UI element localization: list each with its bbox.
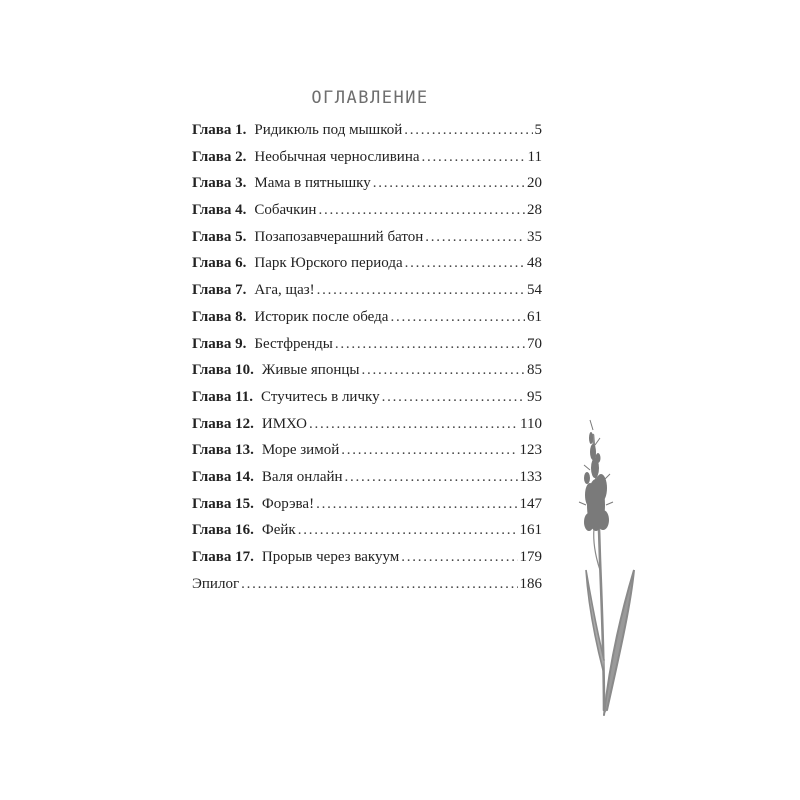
page-number: 20 [527,175,542,192]
page-number: 133 [519,468,542,485]
page-number: 61 [527,308,542,325]
dot-leader [422,149,526,166]
dot-leader [309,416,518,433]
toc-entry [192,309,542,336]
toc-entry [192,549,542,576]
toc-entry [192,389,542,416]
chapter-number: Глава 2. [192,148,247,165]
dot-leader [241,576,517,593]
chapter-number: Глава 10. [192,362,254,379]
dot-leader [382,389,525,406]
toc-entry [192,469,542,496]
chapter-title: Живые японцы [261,362,360,379]
chapter-number: Глава 11. [192,388,254,405]
dot-leader [341,442,517,459]
toc-entry [192,362,542,389]
chapter-number: Глава 7. [192,282,247,299]
chapter-title: Необычная черносливина [254,148,420,165]
chapter-number: Глава 3. [192,175,247,192]
page-number: 28 [527,202,542,219]
chapter-title: Позапозавчерашний батон [254,228,424,245]
chapter-number: Глава 15. [192,495,254,512]
toc-entry [192,496,542,523]
toc-entry [192,416,542,443]
page-number: 70 [527,335,542,352]
chapter-number: Глава 16. [192,522,254,539]
toc-entry [192,149,542,176]
dot-leader [405,255,525,272]
chapter-title: Бестфренды [254,335,333,352]
chapter-title: Эпилог [192,575,240,592]
toc-entry [192,229,542,256]
page-number: 147 [519,495,542,512]
chapter-number: Глава 4. [192,202,247,219]
chapter-title: ИМХО [261,415,307,432]
dot-leader [390,309,525,326]
chapter-title: Ридикюль под мышкой [254,122,403,138]
dot-leader [373,175,525,192]
toc-entry [192,522,542,549]
chapter-number: Глава 1. [192,122,247,138]
chapter-title: Мама в пятнышку [254,175,371,192]
toc-entry [192,336,542,363]
chapter-number: Глава 12. [192,415,254,432]
dot-leader [335,336,525,353]
chapter-title: Парк Юрского периода [254,255,403,272]
toc-entry [192,282,542,309]
page-number: 35 [527,228,542,245]
page-number: 110 [520,415,542,432]
toc-entry [192,442,542,469]
page-number: 54 [527,282,542,299]
table-of-contents [192,122,542,602]
chapter-title: Валя онлайн [261,468,343,485]
dot-leader [318,202,525,219]
chapter-title: Форэва! [261,495,315,512]
page-number: 186 [519,575,542,592]
chapter-number: Глава 5. [192,228,247,245]
page-number: 179 [519,549,542,565]
chapter-title: Стучитесь в личку [261,388,380,405]
dot-leader [361,362,525,379]
page-number: 161 [519,522,542,539]
chapter-title: Ага, щаз! [254,282,315,299]
dot-leader [401,549,517,566]
toc-entry [192,202,542,229]
dot-leader [345,469,518,486]
grass-stalk-icon [560,410,650,750]
page-number: 11 [527,148,542,165]
dot-leader [298,522,518,539]
toc-entry [192,576,542,603]
chapter-title: Историк после обеда [254,308,389,325]
dot-leader [317,282,525,299]
chapter-number: Глава 14. [192,468,254,485]
toc-entry [192,122,542,149]
chapter-title: Море зимой [261,442,340,459]
page-number: 123 [519,442,542,459]
toc-entry [192,175,542,202]
chapter-number: Глава 9. [192,335,247,352]
chapter-title: Фейк [261,522,296,539]
chapter-number: Глава 6. [192,255,247,272]
chapter-number: Глава 8. [192,308,247,325]
chapter-title: Собачкин [254,202,317,219]
dot-leader [425,229,525,246]
chapter-number: Глава 13. [192,442,254,459]
dot-leader [404,122,532,139]
chapter-title: Прорыв через вакуум [261,549,400,565]
page-number: 5 [534,122,542,138]
page-number: 95 [527,388,542,405]
page-number: 85 [527,362,542,379]
page-title: ОГЛАВЛЕНИЕ [311,88,429,108]
toc-entry [192,255,542,282]
dot-leader [316,496,517,513]
page-number: 48 [527,255,542,272]
chapter-number: Глава 17. [192,549,254,565]
